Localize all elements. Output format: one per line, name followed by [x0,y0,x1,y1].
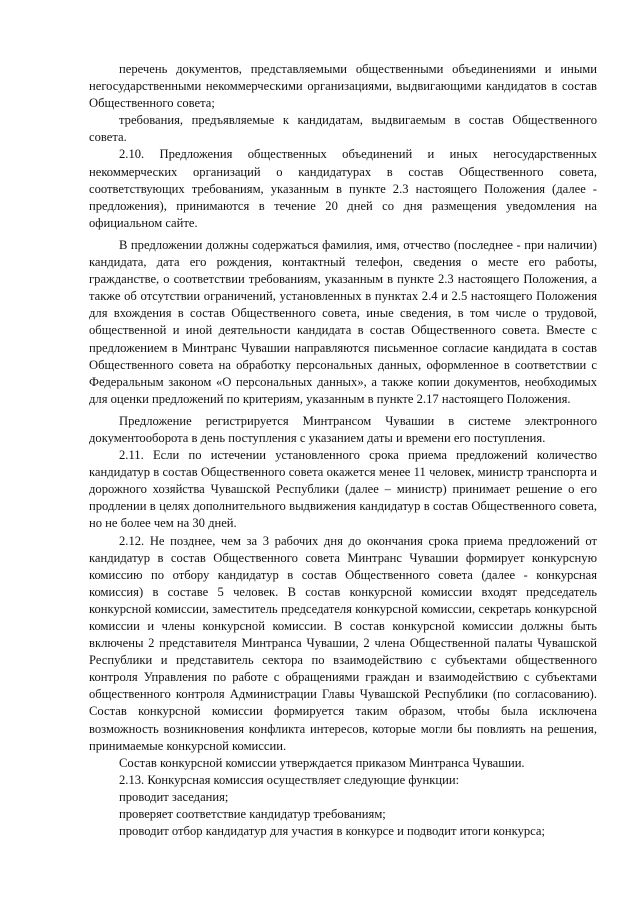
list-item-checks-compliance: проверяет соответствие кандидатур требованиям; [119,807,386,822]
paragraph-2-13: 2.13. Конкурсная комиссия осуществляет следующие функции: [119,772,460,787]
paragraph-2-10: 2.10. Предложения общественных объединений и иных негосударственных некоммерческих организаций о кандидатурах в состав Общественного совета, соответствующих требованиям, указанным в пункте 2.3 настоящего Положения (далее - предложения), принимаются в течение 20 дней со дня размещения уведомления на официальном сайте. [89,147,597,230]
list-item-selects-candidates: проводит отбор кандидатур для участия в конкурсе и подводит итоги конкурса; [119,824,545,839]
paragraph-proposal-contents: В предложении должны содержаться фамилия, имя, отчество (последнее - при наличии) кандидата, дата его рождения, контактный телефон, сведения о месте его работы, гражданстве, о соответствии требованиям, указанным в пункте 2.3 настоящего Положения, а также об отсутствии ограничений, установленных в пунктах 2.4 и 2.5 настоящего Положения для вхождения в состав Общественного совета, иные сведения, в том числе о трудовой, общественной и иной деятельности кандидата в состав Общественного совета. Вместе с предложением в Минтранс Чувашии направляются письменное согласие кандидата в состав Общественного совета на обработку персональных данных, оформленное в соответствии с Федеральным законом «О персональных данных», а также копии документов, необходимых для оценки предложений по критериям, указанным в пункте 2.17 настоящего Положения. [89,237,597,406]
list-item-holds-meetings: проводит заседания; [119,789,229,804]
paragraph-2-11: 2.11. Если по истечении установленного срока приема предложений количество кандидатур в состав Общественного совета окажется менее 11 человек, министр транспорта и дорожного хозяйства Чувашской Республики (далее – министр) принимает решение о его продлении в целях дополнительного выдвижения кандидатур в состав Общественного совета, но не более чем на 30 дней. [89,448,597,531]
paragraph-list-of-documents: перечень документов, представляемыми общественными объединениями и иными негосударственными некоммерческими организациями, выдвигающими кандидатов в состав Общественного совета; [89,62,597,111]
paragraph-2-12: 2.12. Не позднее, чем за 3 рабочих дня до окончания срока приема предложений от кандидатур в состав Общественного совета Минтранс Чувашии формирует конкурсную комиссию по отбору кандидатур в состав Общественного совета (далее - конкурсная комиссия) в составе 5 человек. В состав конкурсной комиссии входят председатель конкурсной комиссии, заместитель председателя конкурсной комиссии, секретарь конкурсной комиссии и члены конкурсной комиссии. В состав конкурсной комиссии должны быть включены 2 представителя Минтранса Чувашии, 2 члена Общественной палаты Чувашской Республики и представитель сектора по взаимодействию с субъектами общественного контроля Управления по работе с обращениями граждан и взаимодействию с субъектами общественного контроля Администрации Главы Чувашской Республики (по согласованию). Состав конкурсной комиссии формируется таким образом, чтобы была исключена возможность возникновения конфликта интересов, которые могли бы повлиять на решения, принимаемые конкурсной комиссии. [89,533,597,753]
paragraph-proposal-registration: Предложение регистрируется Минтрансом Чувашии в системе электронного документооборота в день поступления с указанием даты и времени его поступления. [89,413,597,445]
paragraph-candidate-requirements: требования, предъявляемые к кандидатам, выдвигаемым в состав Общественного совета. [89,113,597,145]
document-page [89,61,597,840]
paragraph-commission-approval: Состав конкурсной комиссии утверждается приказом Минтранса Чувашии. [119,755,525,770]
